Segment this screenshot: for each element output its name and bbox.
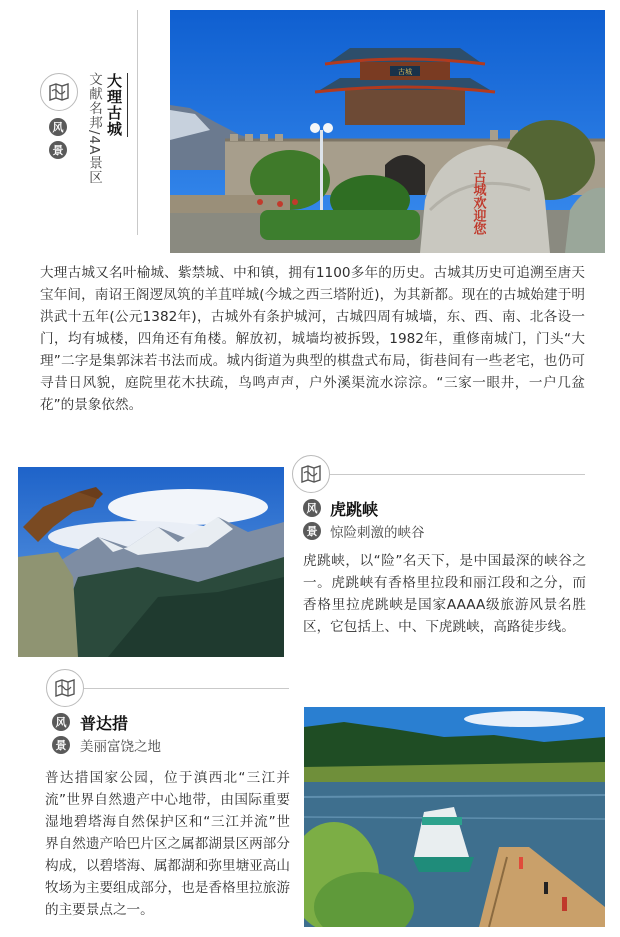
map-badge — [40, 73, 78, 111]
rock-inscription: 古城欢迎您 — [470, 170, 486, 235]
badge-feng: 风 — [52, 713, 70, 731]
spot-name-vertical: 大理古城 — [104, 73, 128, 137]
spot-name: 普达措 — [80, 714, 129, 733]
dali-ancient-city-photo — [170, 10, 605, 253]
tiger-leaping-gorge-photo — [18, 467, 284, 657]
spot-tagline: 惊险刺激的峡谷 — [330, 525, 425, 541]
badge-jing: 景 — [52, 736, 70, 754]
spot-tagline-vertical: 文献名邦/4A景区 — [86, 72, 102, 185]
badge-feng: 风 — [303, 499, 321, 517]
badge-feng: 风 — [49, 118, 67, 136]
badge-jing: 景 — [303, 522, 321, 540]
pudacuo-lake-photo — [304, 707, 605, 927]
divider-horizontal — [330, 474, 585, 475]
badge-jing: 景 — [49, 141, 67, 159]
map-icon — [48, 82, 70, 102]
map-badge — [46, 669, 84, 707]
pudacuo-description: 普达措国家公园，位于滇西北“三江并流”世界自然遗产中心地带，由国际重要湿地碧塔海自然保护区和“三江并流”世界自然遗产哈巴片区之属都湖景区两部分构成，以碧塔海、属都湖和弥里塘亚高山牧场为主要组成部分，也是香格里拉旅游的主要景点之一。 — [45, 770, 290, 918]
spot-tagline: 美丽富饶之地 — [80, 739, 161, 755]
tiger-description: 虎跳峡，以“险”名天下，是中国最深的峡谷之一。虎跳峡有香格里拉段和丽江段和之分，而香格里拉虎跳峡是国家AAAA级旅游风景名胜区，它包括上、中、下虎跳峡，高路徒步线。 — [303, 553, 586, 635]
spot-name: 虎跳峡 — [330, 500, 379, 519]
gate-sign-text: 古城 — [398, 68, 412, 76]
dali-description: 大理古城又名叶榆城、紫禁城、中和镇，拥有1100多年的历史。古城其历史可追溯至唐天宝年间，南诏王阁逻凤筑的羊苴咩城(今城之西三塔附近)，为其新都。现在的古城始建于明洪武十五年(公元1382年)，古城外有条护城河，古城四周有城墙，东、西、南、北各设一门，均有城楼，四角还有角楼。解放初，城墙均被拆毁，1982年，重修南城门，门头“大理”二字是集郭沫若书法而成。城内街道为典型的棋盘式布局，街巷间有一些老宅，也仍可寻昔日风貌，庭院里花木扶疏，鸟鸣声声，户外溪渠流水淙淙。“三家一眼井，一户几盆花”的景象依然。 — [40, 265, 585, 413]
divider-vertical — [137, 10, 138, 235]
map-badge — [292, 455, 330, 493]
map-icon — [300, 464, 322, 484]
map-icon — [54, 678, 76, 698]
divider-horizontal — [84, 688, 289, 689]
